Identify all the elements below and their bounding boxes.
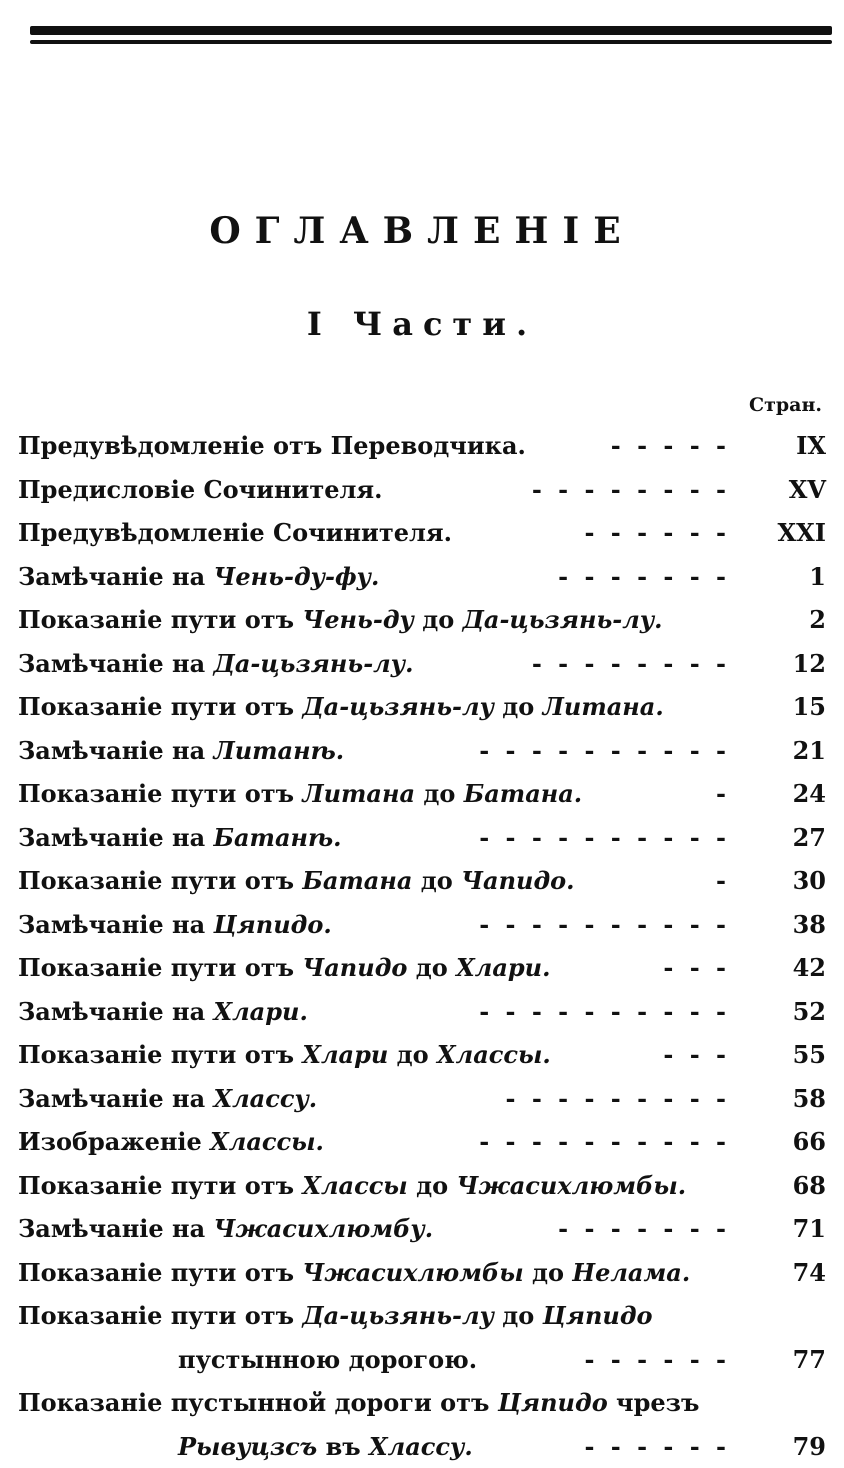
toc-entry-text-part: Замѣчаніе на (18, 910, 213, 939)
toc-entry-text-part: до (388, 1040, 437, 1069)
toc-entry (18, 1251, 826, 1295)
toc-entry-leader-dashes: - - - - - - - - - - (479, 903, 730, 947)
toc-entry-text (18, 1164, 686, 1208)
toc-entry-page-number: 79 (746, 1425, 826, 1468)
toc-entry-place-name: Чень-ду-фу. (213, 562, 379, 591)
toc-entry (18, 642, 826, 686)
toc-entry-leader-dashes: - - - - - - - (558, 1207, 730, 1251)
toc-entry-place-name: Хлассы. (437, 1040, 551, 1069)
toc-entry (18, 1164, 826, 1208)
toc-entry-place-name: Хлари. (456, 953, 550, 982)
toc-entry-page-number: 38 (746, 903, 826, 947)
toc-entry (18, 1381, 826, 1425)
toc-entry-text-part: Предувѣдомленіе Сочинителя. (18, 518, 452, 547)
toc-entry-place-name: Да-цьзянь-лу (302, 692, 494, 721)
toc-entry (18, 729, 826, 773)
toc-entry-place-name: Хлассу. (213, 1084, 317, 1113)
toc-entry (18, 685, 826, 729)
toc-entry-text-part: Показаніе пути отъ (18, 1040, 302, 1069)
toc-entry-text-part: Изображеніе (18, 1127, 210, 1156)
toc-entry-page-number: IX (746, 424, 826, 468)
toc-entry-text (178, 1425, 473, 1468)
toc-entry-place-name: Чапидо (302, 953, 407, 982)
toc-entry-text (18, 1120, 324, 1164)
toc-entry-text-part: Показаніе пустынной дороги отъ (18, 1388, 498, 1417)
toc-entry-page-number: 55 (746, 1033, 826, 1077)
toc-entry-text (18, 424, 526, 468)
toc-entry-text-part: въ (317, 1432, 369, 1461)
toc-entry-page-number: 1 (746, 555, 826, 599)
toc-entry-text-part: до (494, 1301, 543, 1330)
top-rule-thick (30, 26, 832, 35)
toc-entry-place-name: Цяпидо (543, 1301, 653, 1330)
page-title: ОГЛАВЛЕНІЕ (0, 210, 844, 252)
toc-entry-place-name: Хлари. (213, 997, 307, 1026)
toc-entry-place-name: Хлассу. (369, 1432, 473, 1461)
toc-entry-text-part: Замѣчаніе на (18, 736, 213, 765)
toc-entry (18, 772, 826, 816)
toc-entry-text-part: Показаніе пути отъ (18, 779, 302, 808)
toc-entry-text (18, 816, 342, 860)
toc-entry (18, 511, 826, 555)
toc-entry (18, 903, 826, 947)
toc-entry-text-part: до (415, 779, 464, 808)
toc-entry-leader-dashes: - - - - - - (584, 511, 730, 555)
toc-entry-text-part: Замѣчаніе на (18, 1084, 213, 1113)
toc-entry-text-part: до (494, 692, 543, 721)
toc-entry-text-part: Замѣчаніе на (18, 823, 213, 852)
toc-entry-place-name: Цяпидо. (213, 910, 331, 939)
toc-entry-text-part: чрезъ (608, 1388, 700, 1417)
toc-entry-leader-dashes: - - - - - - - (558, 555, 730, 599)
toc-entry-text (18, 729, 344, 773)
toc-entry-text-part: Показаніе пути отъ (18, 953, 302, 982)
toc-entry (18, 1425, 826, 1468)
toc-entry-text (18, 1294, 653, 1338)
toc-entry-text-part: до (414, 605, 463, 634)
toc-entry-text-part: Предувѣдомленіе отъ Переводчика. (18, 431, 526, 460)
toc-entry-place-name: Хлассы. (210, 1127, 324, 1156)
toc-entry-page-number: 12 (746, 642, 826, 686)
toc-entry-page-number: 66 (746, 1120, 826, 1164)
toc-entry-place-name: Чжасихлюмбы. (456, 1171, 686, 1200)
toc-entry (18, 1207, 826, 1251)
toc-entry-place-name: Чжасихлюмбы (302, 1258, 523, 1287)
toc-entry-text (18, 946, 550, 990)
toc-entry (18, 1294, 826, 1338)
toc-entry-text (18, 642, 413, 686)
toc-entry-place-name: Литанѣ. (213, 736, 344, 765)
toc-entry-text (18, 468, 382, 512)
toc-entry-text-part: Замѣчаніе на (18, 649, 213, 678)
page-column-header: Стран. (749, 394, 822, 416)
toc-entry-page-number: 71 (746, 1207, 826, 1251)
toc-entry-leader-dashes: - - - - - - - - - - (479, 729, 730, 773)
toc-entry-leader-dashes: - - - - - (611, 424, 730, 468)
toc-entry-leader-dashes: - - - - - - - - - - (479, 1120, 730, 1164)
toc-entry-text-part: пустынною дорогою. (178, 1345, 477, 1374)
toc-entry (18, 1120, 826, 1164)
toc-entry-page-number: 30 (746, 859, 826, 903)
toc-entry-text (18, 685, 664, 729)
toc-entry-leader-dashes: - - - (663, 946, 730, 990)
toc-entry-text (18, 772, 582, 816)
toc-entry-page-number: XXI (746, 511, 826, 555)
toc-entry-text-part: Замѣчаніе на (18, 562, 213, 591)
toc-entry-place-name: Хлари (302, 1040, 388, 1069)
toc-entry-leader-dashes: - - - - - - - - (532, 642, 730, 686)
toc-entry-place-name: Нелама. (572, 1258, 690, 1287)
toc-entry-page-number: 42 (746, 946, 826, 990)
toc-entry-page-number: 77 (746, 1338, 826, 1382)
toc-entry-text (18, 990, 308, 1034)
toc-entry (18, 1338, 826, 1382)
table-of-contents (18, 424, 826, 1468)
toc-entry-text-part: Предисловіе Сочинителя. (18, 475, 382, 504)
toc-entry-page-number: 15 (746, 685, 826, 729)
toc-entry (18, 468, 826, 512)
toc-entry-text-part: Показаніе пути отъ (18, 605, 302, 634)
toc-entry-leader-dashes: - - - - - - - - - - (479, 816, 730, 860)
toc-entry-text-part: до (408, 1171, 457, 1200)
toc-entry-text (18, 903, 332, 947)
toc-entry-text-part: до (412, 866, 461, 895)
toc-entry (18, 859, 826, 903)
toc-entry-place-name: Чень-ду (302, 605, 414, 634)
toc-entry (18, 990, 826, 1034)
toc-entry-place-name: Рывуцзсъ (178, 1432, 317, 1461)
toc-entry-page-number: 27 (746, 816, 826, 860)
toc-entry (18, 1033, 826, 1077)
toc-entry-place-name: Литана. (543, 692, 664, 721)
toc-entry-leader-dashes: - - - (663, 1033, 730, 1077)
toc-entry-page-number: 52 (746, 990, 826, 1034)
toc-entry-place-name: Батана (302, 866, 412, 895)
toc-entry-leader-dashes: - - - - - - - - - - (479, 990, 730, 1034)
toc-entry (18, 816, 826, 860)
top-rule-thin (30, 40, 832, 44)
toc-entry-place-name: Чжасихлюмбу. (213, 1214, 433, 1243)
toc-entry-text-part: Показаніе пути отъ (18, 692, 302, 721)
toc-entry (18, 555, 826, 599)
toc-entry-text-part: до (524, 1258, 573, 1287)
toc-entry-place-name: Чапидо. (461, 866, 574, 895)
toc-entry-text-part: Показаніе пути отъ (18, 1301, 302, 1330)
toc-entry-leader-dashes: - (716, 859, 730, 903)
toc-entry (18, 946, 826, 990)
page-subtitle: I Части. (0, 305, 844, 343)
toc-entry-page-number: 2 (746, 598, 826, 642)
toc-entry-place-name: Батанѣ. (213, 823, 341, 852)
toc-entry-text-part: Замѣчаніе на (18, 997, 213, 1026)
toc-entry-place-name: Хлассы (302, 1171, 407, 1200)
toc-entry-page-number: XV (746, 468, 826, 512)
toc-entry-text-part: до (407, 953, 456, 982)
toc-entry (18, 1077, 826, 1121)
toc-entry-text (18, 598, 663, 642)
toc-entry-place-name: Да-цьзянь-лу (302, 1301, 494, 1330)
toc-entry-text (18, 1381, 699, 1425)
toc-entry-text (18, 1251, 690, 1295)
toc-entry-page-number: 74 (746, 1251, 826, 1295)
toc-entry-text-part: Показаніе пути отъ (18, 1171, 302, 1200)
toc-entry (18, 424, 826, 468)
toc-entry-place-name: Да-цьзянь-лу. (463, 605, 663, 634)
toc-entry-leader-dashes: - (716, 772, 730, 816)
toc-entry-text (18, 859, 575, 903)
toc-entry-text (178, 1338, 477, 1382)
toc-entry (18, 598, 826, 642)
toc-entry-place-name: Да-цьзянь-лу. (213, 649, 413, 678)
toc-entry-page-number: 68 (746, 1164, 826, 1208)
toc-entry-page-number: 58 (746, 1077, 826, 1121)
toc-entry-text (18, 511, 452, 555)
toc-entry-text-part: Замѣчаніе на (18, 1214, 213, 1243)
toc-entry-text (18, 1207, 433, 1251)
toc-entry-page-number: 21 (746, 729, 826, 773)
toc-entry-place-name: Батана. (464, 779, 582, 808)
toc-entry-page-number: 24 (746, 772, 826, 816)
toc-entry-leader-dashes: - - - - - - (584, 1338, 730, 1382)
toc-entry-place-name: Цяпидо (498, 1388, 608, 1417)
toc-entry-place-name: Литана (302, 779, 415, 808)
toc-entry-text (18, 555, 379, 599)
toc-entry-text (18, 1077, 317, 1121)
toc-entry-text (18, 1033, 551, 1077)
toc-entry-leader-dashes: - - - - - - (584, 1425, 730, 1468)
toc-entry-text-part: Показаніе пути отъ (18, 866, 302, 895)
toc-entry-text-part: Показаніе пути отъ (18, 1258, 302, 1287)
toc-entry-leader-dashes: - - - - - - - - (532, 468, 730, 512)
toc-entry-leader-dashes: - - - - - - - - - (506, 1077, 731, 1121)
